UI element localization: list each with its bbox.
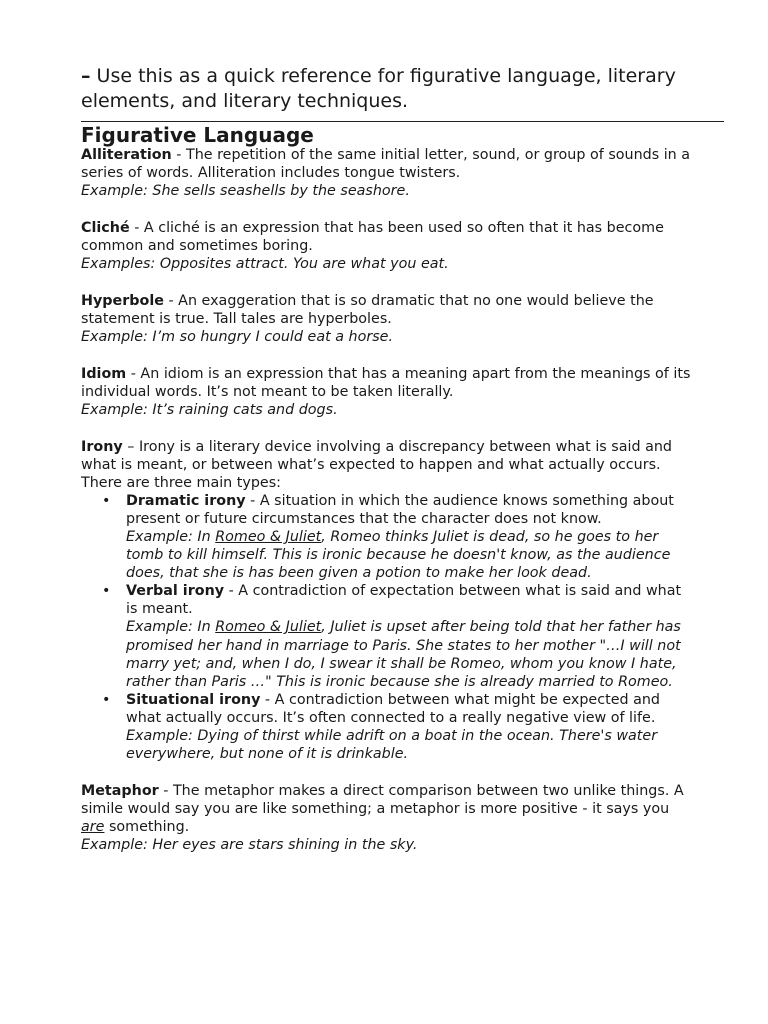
entry-metaphor <box>81 782 693 854</box>
bullet-icon: • <box>102 583 111 600</box>
bullet-icon: • <box>102 492 111 509</box>
entry-hyperbole <box>81 292 693 346</box>
example-lead: Example: In <box>126 619 216 636</box>
definition: - An exaggeration that is so dramatic that no one would believe the statement is true. Tall tales are hyperboles. <box>81 292 654 327</box>
definitions-list <box>81 146 693 873</box>
example: Examples: Opposites attract. You are what you eat. <box>81 256 449 273</box>
example <box>126 529 670 581</box>
term: Dramatic irony <box>126 492 246 509</box>
example <box>126 619 681 689</box>
list-item-dramatic-irony <box>102 492 693 582</box>
irony-types-list <box>81 492 693 763</box>
section-title: Figurative Language <box>81 123 314 147</box>
example: Example: Dying of thirst while adrift on a boat in the ocean. There's water everywhere, but none of it is drinkable. <box>126 728 658 763</box>
term: Verbal irony <box>126 583 225 600</box>
definition: - A contradiction between what might be expected and what actually occurs. It’s often connected to a really negative view of life. <box>126 691 661 726</box>
term: Cliché <box>81 219 130 236</box>
entry-irony <box>81 438 693 764</box>
list-item-situational-irony <box>102 691 693 763</box>
example: Example: I’m so hungry I could eat a horse. <box>81 328 394 345</box>
example-body: , Romeo thinks Juliet is dead, so he goes to her tomb to kill himself. This is ironic because he doesn't know, as the audience does, that she is has been given a potion to make her look dead. <box>126 528 671 582</box>
example: Example: She sells seashells by the seashore. <box>81 183 410 200</box>
example-lead: Example: In <box>126 528 216 545</box>
entry-idiom <box>81 365 693 419</box>
definition: - A situation in which the audience knows something about present or future circumstances that the character does not know. <box>126 492 674 527</box>
list-item-verbal-irony <box>102 582 693 691</box>
work-title: Romeo & Juliet <box>215 528 322 545</box>
example: Example: Her eyes are stars shining in the sky. <box>81 837 418 854</box>
emphasis: are <box>81 818 105 835</box>
definition-tail: something. <box>104 818 190 835</box>
intro-sentence: Use this as a quick reference for figurative language, literary elements, and literary techniques. <box>81 65 676 112</box>
term: Irony <box>81 438 123 455</box>
example: Example: It’s raining cats and dogs. <box>81 401 338 418</box>
definition: - An idiom is an expression that has a meaning apart from the meanings of its individual words. It’s not meant to be taken literally. <box>81 365 691 400</box>
term: Idiom <box>81 365 127 382</box>
intro-dash: – <box>81 65 91 87</box>
definition-lead: - The metaphor makes a direct comparison between two unlike things. A simile would say you are like something; a metaphor is more positive - it says you <box>81 782 684 817</box>
term: Alliteration <box>81 147 172 163</box>
term: Hyperbole <box>81 292 164 309</box>
definition: - A cliché is an expression that has been used so often that it has become common and sometimes boring. <box>81 219 664 254</box>
definition: – Irony is a literary device involving a discrepancy between what is said and what is meant, or between what’s expected to happen and what actually occurs. There are three main types: <box>81 438 672 491</box>
example-body: , Juliet is upset after being told that her father has promised her hand in marriage to Paris. She states to her mother "…I will not marry yet; and, when I do, I swear it shall be Romeo, whom you know I hate, rather than Paris …" This is ironic because she is already married to Romeo. <box>126 619 681 690</box>
bullet-icon: • <box>102 691 111 708</box>
entry-cliche <box>81 219 693 273</box>
term: Metaphor <box>81 782 159 799</box>
definition: - A contradiction of expectation between what is said and what is meant. <box>126 583 682 618</box>
entry-alliteration <box>81 146 693 200</box>
intro-text <box>81 64 721 114</box>
term: Situational irony <box>126 691 261 708</box>
work-title: Romeo & Juliet <box>215 619 322 636</box>
definition: - The repetition of the same initial letter, sound, or group of sounds in a series of words. Alliteration includes tongue twisters. <box>81 147 691 182</box>
